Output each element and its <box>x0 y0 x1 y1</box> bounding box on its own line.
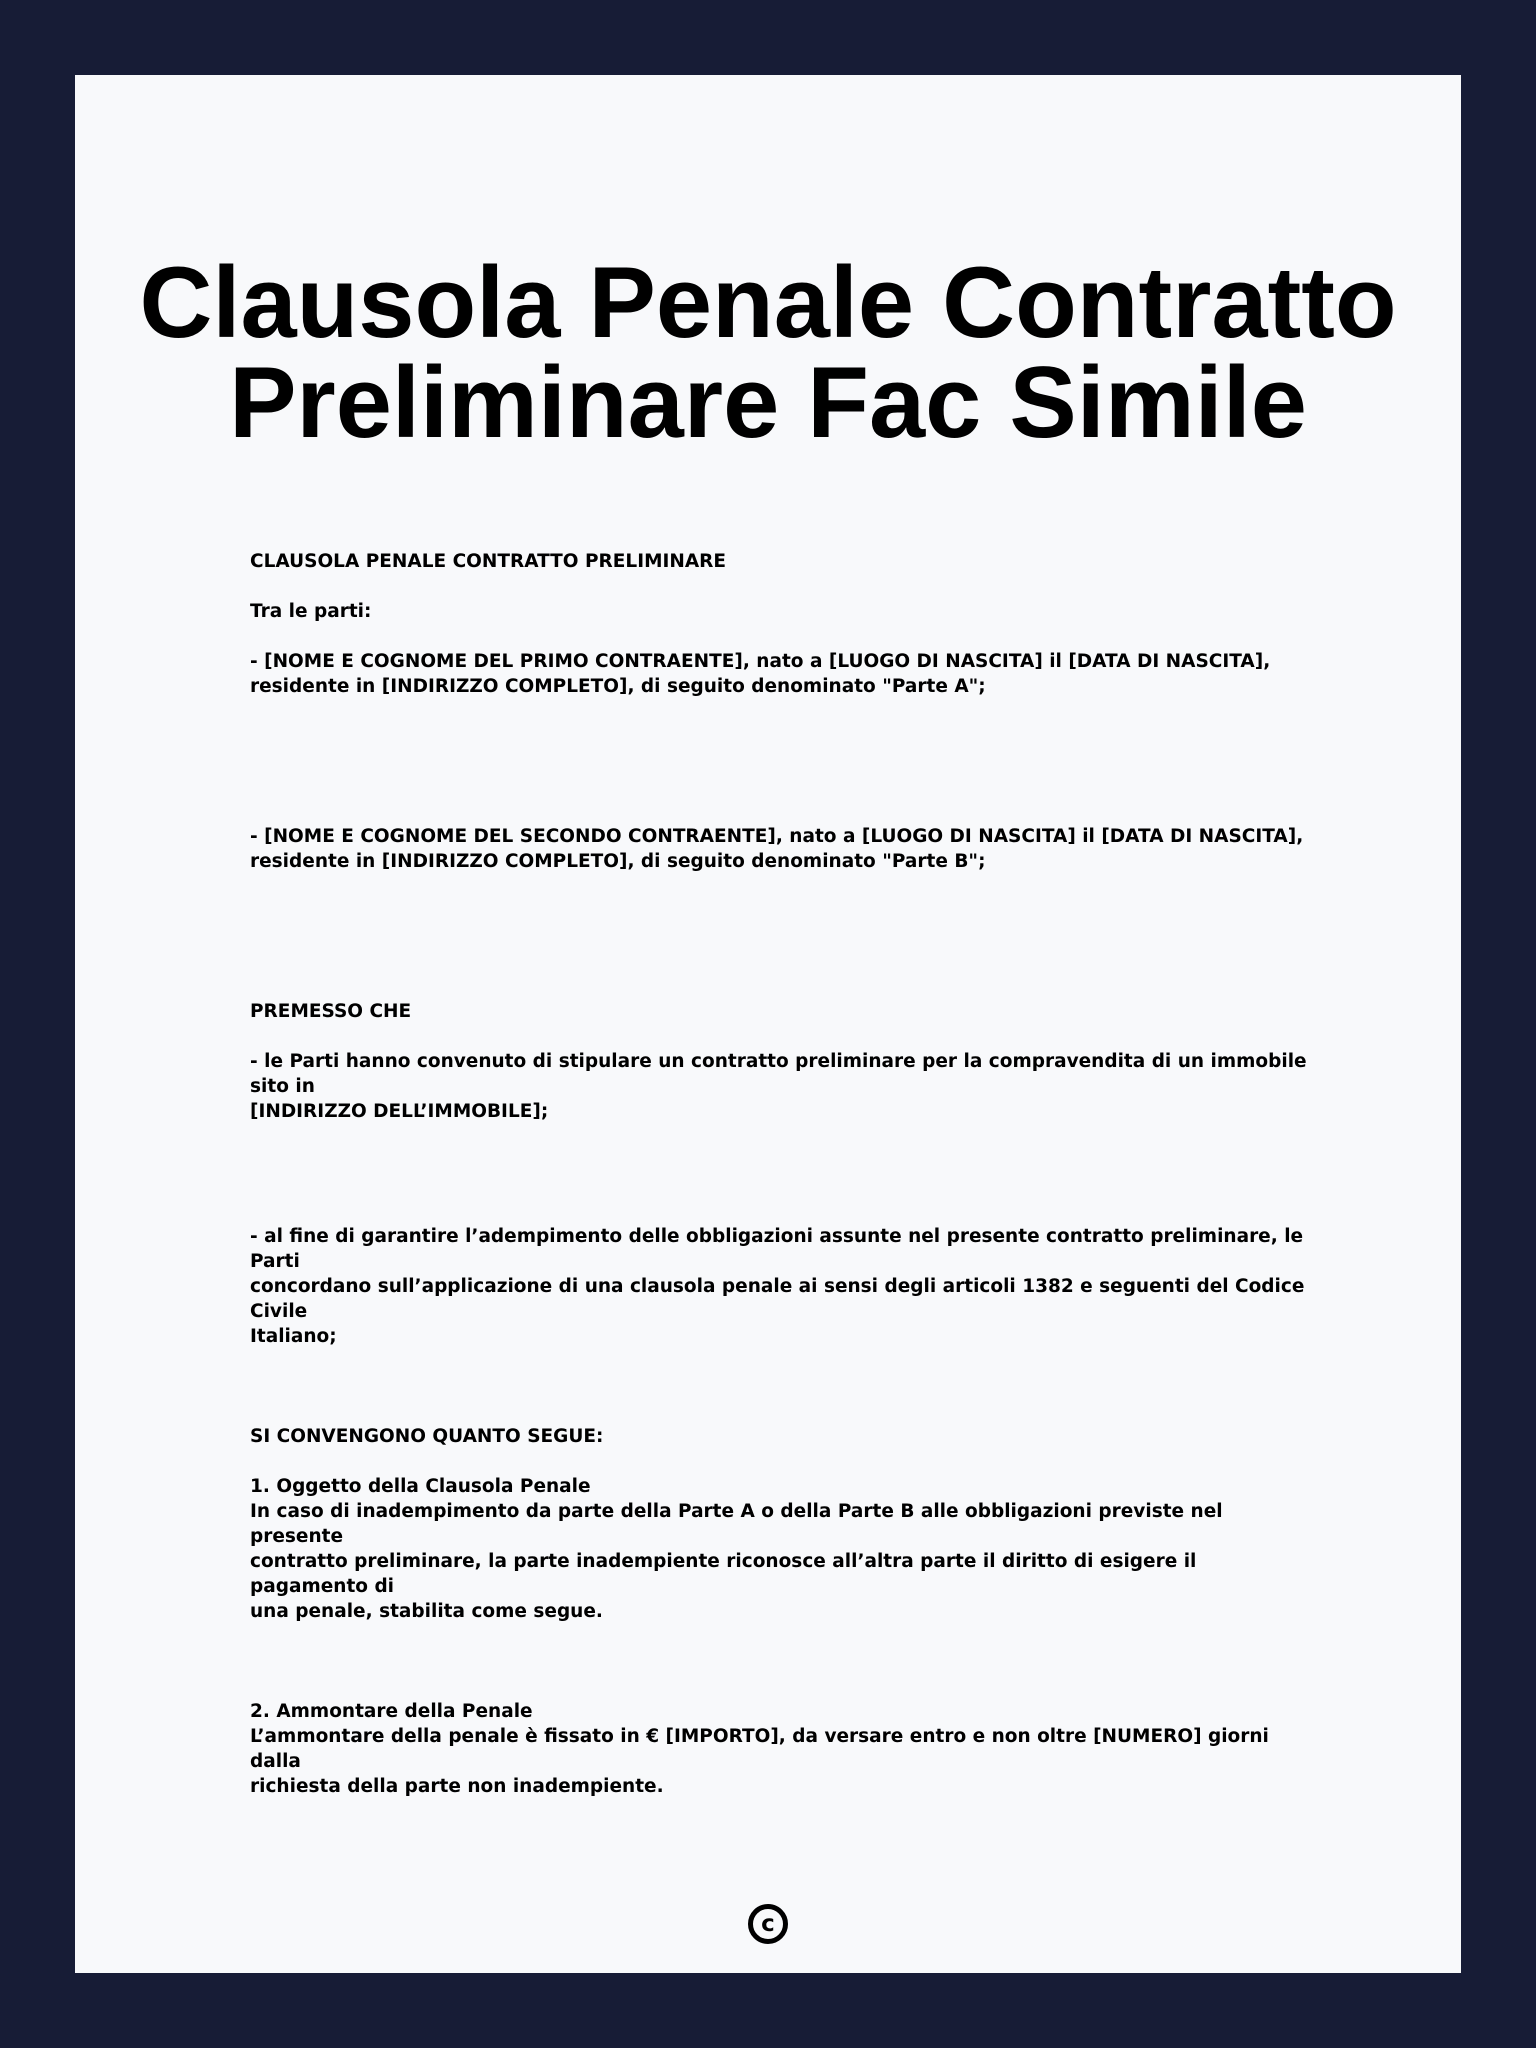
premessa-2-paragraph: - al fine di garantire l’adempimento delle obbligazioni assunte nel presente contratto preliminare, le Parti concordano sull’applicazione di una clausola penale ai sensi degli articoli 1382 e seguenti del Codice Civile Italiano; <box>250 1226 1305 1347</box>
page-title: Clausola Penale Contratto Preliminare Fac Simile <box>139 247 1397 459</box>
document-page <box>75 75 1461 1973</box>
premesso-heading: PREMESSO CHE <box>250 1001 412 1022</box>
document-heading: CLAUSOLA PENALE CONTRATTO PRELIMINARE <box>250 551 727 572</box>
party-b-paragraph: - [NOME E COGNOME DEL SECONDO CONTRAENTE], nato a [LUOGO DI NASCITA] il [DATA DI NASCITA], residente in [INDIRIZZO COMPLETO], di seguito denominato "Parte B"; <box>250 826 1304 872</box>
copyright-icon <box>748 1904 788 1944</box>
clause-2-paragraph: 2. Ammontare della Penale L’ammontare della penale è fissato in € [IMPORTO], da versare entro e non oltre [NUMERO] giorni dalla richiesta della parte non inadempiente. <box>250 1701 1269 1797</box>
intro-text: Tra le parti: <box>250 601 372 622</box>
party-a-paragraph: - [NOME E COGNOME DEL PRIMO CONTRAENTE], nato a [LUOGO DI NASCITA] il [DATA DI NASCITA], residente in [INDIRIZZO COMPLETO], di seguito denominato "Parte A"; <box>250 651 1271 697</box>
clause-1-paragraph: 1. Oggetto della Clausola Penale In caso di inadempimento da parte della Parte A o della Parte B alle obbligazioni previste nel presente contratto preliminare, la parte inadempiente riconosce all’altra parte il diritto di esigere il pagamento di una penale, stabilita come segue. <box>250 1476 1223 1622</box>
premessa-1-paragraph: - le Parti hanno convenuto di stipulare un contratto preliminare per la compravendita di un immobile sito in [INDIRIZZO DELL’IMMOBILE]; <box>250 1051 1307 1122</box>
convengono-heading: SI CONVENGONO QUANTO SEGUE: <box>250 1426 604 1447</box>
copyright-letter: c <box>761 1910 775 1937</box>
